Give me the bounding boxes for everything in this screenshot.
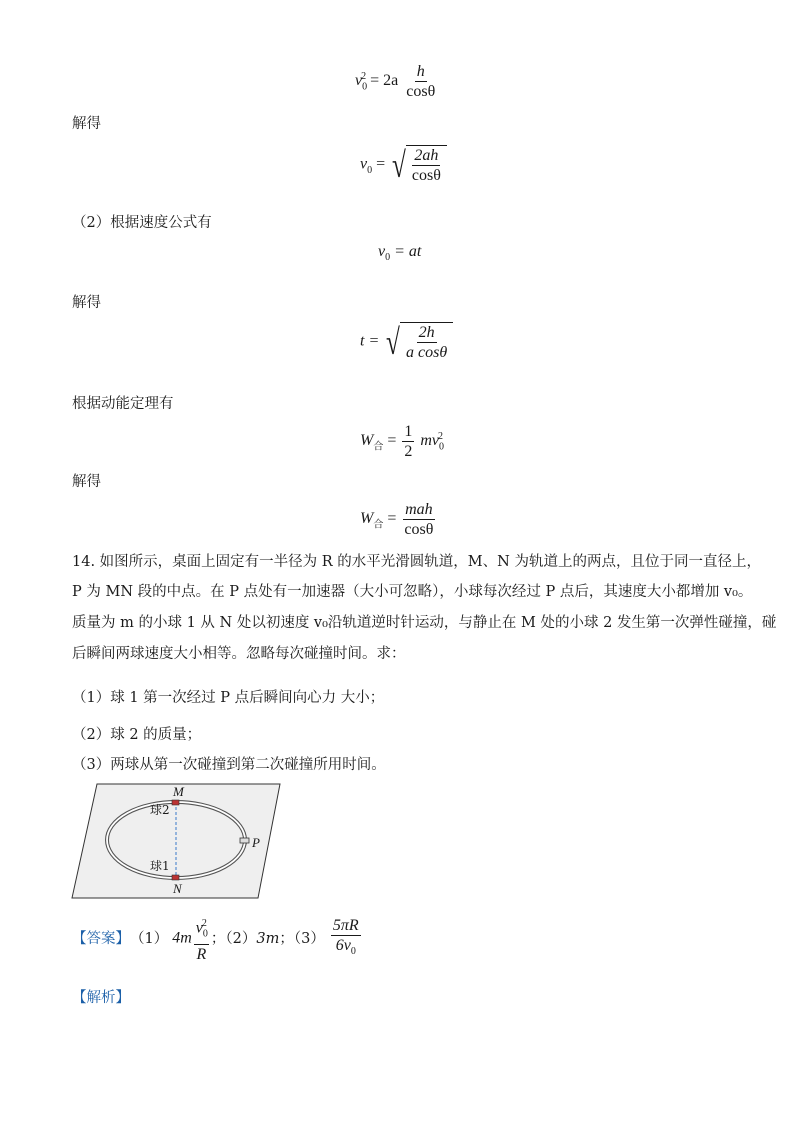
answer-1: 4m $\frac{v_0^2}{R}$ bbox=[172, 914, 211, 964]
question-1: （1）球 1 第一次经过 P 点后瞬间向心力 大小； bbox=[72, 690, 385, 706]
label-n: N bbox=[173, 881, 182, 896]
label-ball-2: 球2 bbox=[150, 803, 170, 817]
question-3: （3）两球从第一次碰撞到第二次碰撞所用时间。 bbox=[72, 757, 386, 773]
label-m: M bbox=[173, 784, 184, 799]
problem-line-3: 质量为 m 的小球 1 从 N 处以初速度 v₀沿轨道逆时针运动，与静止在 M 处的小球 2 发生第一次弹性碰撞，碰 bbox=[72, 615, 777, 631]
problem-line-2: P 为 MN 段的中点。在 P 点处有一加速器（大小可忽略），小球每次经过 P 点后，其速度大小都增加 v₀。 bbox=[72, 584, 753, 600]
answer-tag: 【答案】 bbox=[72, 931, 130, 947]
ball-1 bbox=[172, 875, 179, 880]
part2-label: （2）根据速度公式有 bbox=[72, 215, 212, 231]
kinetic-theorem-label: 根据动能定理有 bbox=[72, 396, 174, 412]
solve-label: 解得 bbox=[72, 116, 101, 132]
equation-v0-at: $v_0$ = at bbox=[378, 243, 422, 264]
equation-t-sqrt: t = √ $\frac{2h}{\text{a cosθ}}$ bbox=[360, 322, 453, 362]
solve-label: 解得 bbox=[72, 474, 101, 490]
problem-line-4: 后瞬间两球速度大小相等。忽略每次碰撞时间。求： bbox=[72, 646, 406, 662]
analysis-tag: 【解析】 bbox=[72, 990, 130, 1006]
solve-label: 解得 bbox=[72, 295, 101, 311]
answer-2-prefix: ；（2） bbox=[210, 931, 257, 947]
equation-work-result: $W_合$ = $\frac{\text{mah}}{\cos\theta}$ bbox=[360, 501, 434, 538]
accelerator bbox=[240, 838, 249, 843]
equation-v0-squared: $v_0^2 = 2a$ $\frac{h}{\cos\theta}$ bbox=[355, 63, 436, 100]
question-2: （2）球 2 的质量； bbox=[72, 727, 202, 743]
ball-2 bbox=[172, 800, 179, 805]
equation-v0-sqrt: $v_0$ = √ $\frac{2ah}{\cos\theta}$ bbox=[360, 145, 447, 185]
answer-1-prefix: （1） bbox=[130, 931, 169, 947]
problem-line-1: 14. 如图所示，桌面上固定有一半径为 R 的水平光滑圆轨道，M、N 为轨道上的两点，且位于同一直径上， bbox=[72, 554, 761, 570]
answer-3-prefix: ；（3） bbox=[279, 931, 325, 947]
answer-line bbox=[72, 916, 363, 962]
track-figure bbox=[70, 780, 285, 902]
label-p: P bbox=[252, 835, 260, 850]
equation-work-kinetic: $W_合$ = $\frac{1}{2}$ $mv_0^2$ bbox=[360, 423, 445, 460]
label-ball-1: 球1 bbox=[150, 859, 170, 873]
answer-3: $\frac{5\pi R}{6v_0}$ bbox=[332, 917, 359, 958]
answer-2: 3m bbox=[256, 931, 280, 947]
